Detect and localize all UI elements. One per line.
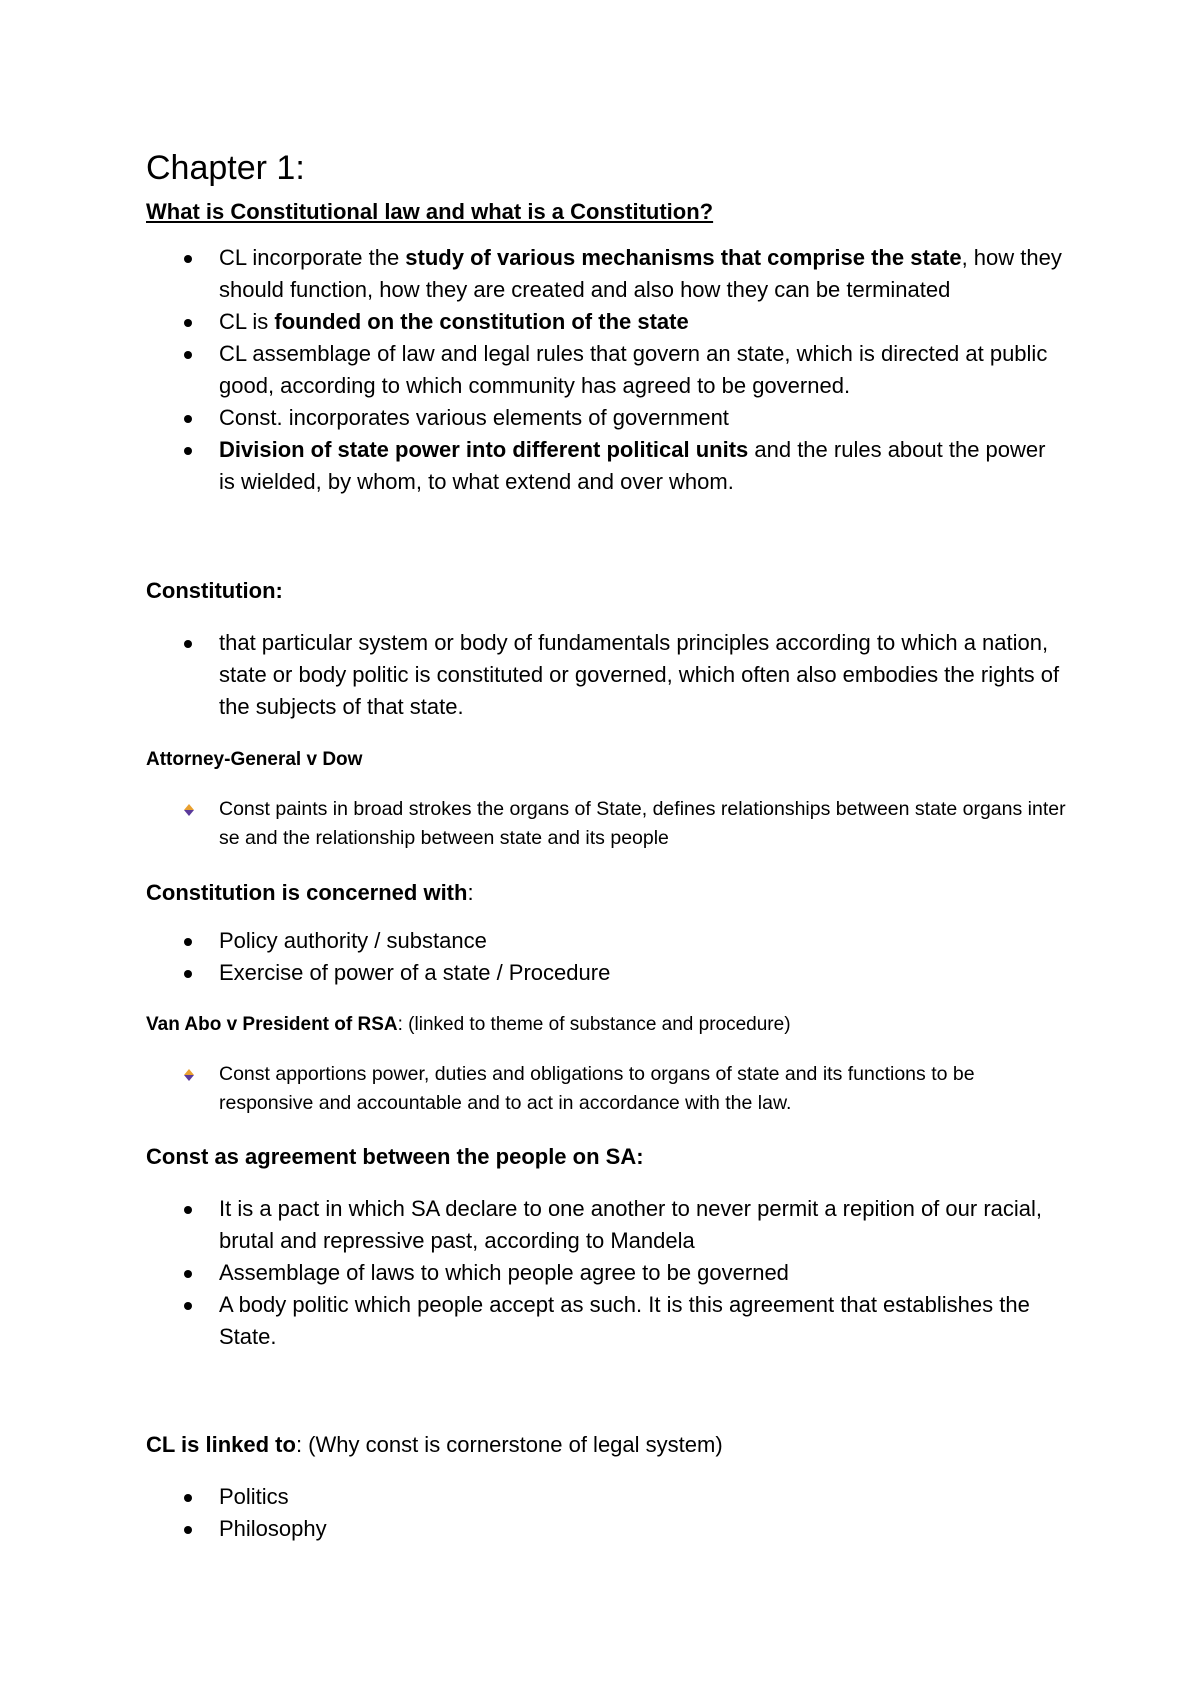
bullet-dot-icon <box>184 319 192 327</box>
bullet-dot-icon <box>184 447 192 455</box>
list-linked-to <box>146 1481 1066 1545</box>
list-item: A body politic which people accept as such. It is this agreement that establishes the State. <box>146 1289 1066 1353</box>
arrow-bullet-icon <box>182 1068 196 1082</box>
list-item: Const. incorporates various elements of government <box>146 402 1066 434</box>
arrow-bullet-icon <box>182 803 196 817</box>
list-item: Philosophy <box>146 1513 1066 1545</box>
list-case-van-abo <box>146 1060 1066 1118</box>
case-title-van-abo: Van Abo v President of RSA: (linked to theme of substance and procedure) <box>146 1014 791 1035</box>
list-item: Const paints in broad strokes the organs of State, defines relationships between state organs inter se and the relationship between state and its people <box>146 795 1066 853</box>
list-item: Const apportions power, duties and obligations to organs of state and its functions to be responsive and accountable and to act in accordance with the law. <box>146 1060 1066 1118</box>
section-heading-concerned-with: Constitution is concerned with: <box>146 880 474 905</box>
bullet-dot-icon <box>184 1494 192 1502</box>
bullet-dot-icon <box>184 1206 192 1214</box>
section-heading-cl: What is Constitutional law and what is a Constitution? <box>146 199 714 224</box>
section-heading-agreement: Const as agreement between the people on SA: <box>146 1144 644 1169</box>
section-heading-linked-to: CL is linked to: (Why const is cornerstone of legal system) <box>146 1432 723 1457</box>
list-item: that particular system or body of fundamentals principles according to which a nation, state or body politic is constituted or governed, which often also embodies the rights of the subjects of that state. <box>146 627 1066 723</box>
page-title: Chapter 1: <box>146 149 305 187</box>
list-item: It is a pact in which SA declare to one another to never permit a repition of our racial, brutal and repressive past, according to Mandela <box>146 1193 1066 1257</box>
bullet-dot-icon <box>184 1526 192 1534</box>
bullet-dot-icon <box>184 415 192 423</box>
list-item: CL incorporate the study of various mechanisms that comprise the state, how they should function, how they are created and also how they can be terminated <box>146 242 1066 306</box>
case-title-dow: Attorney-General v Dow <box>146 749 363 770</box>
bullet-dot-icon <box>184 1302 192 1310</box>
list-concerned-with <box>146 925 1066 989</box>
bullet-dot-icon <box>184 970 192 978</box>
list-case-dow <box>146 795 1066 853</box>
list-item: Exercise of power of a state / Procedure <box>146 957 1066 989</box>
bullet-dot-icon <box>184 640 192 648</box>
list-item: Division of state power into different political units and the rules about the power is wielded, by whom, to what extend and over whom. <box>146 434 1066 498</box>
list-constitution-definition <box>146 627 1066 723</box>
list-cl-definition <box>146 242 1066 498</box>
list-item: CL is founded on the constitution of the state <box>146 306 1066 338</box>
list-item: Politics <box>146 1481 1066 1513</box>
bullet-dot-icon <box>184 351 192 359</box>
bullet-dot-icon <box>184 938 192 946</box>
list-item: Policy authority / substance <box>146 925 1066 957</box>
section-heading-constitution: Constitution: <box>146 578 283 603</box>
bullet-dot-icon <box>184 255 192 263</box>
bullet-dot-icon <box>184 1270 192 1278</box>
list-item: Assemblage of laws to which people agree to be governed <box>146 1257 1066 1289</box>
list-item: CL assemblage of law and legal rules that govern an state, which is directed at public good, according to which community has agreed to be governed. <box>146 338 1066 402</box>
list-agreement <box>146 1193 1066 1353</box>
